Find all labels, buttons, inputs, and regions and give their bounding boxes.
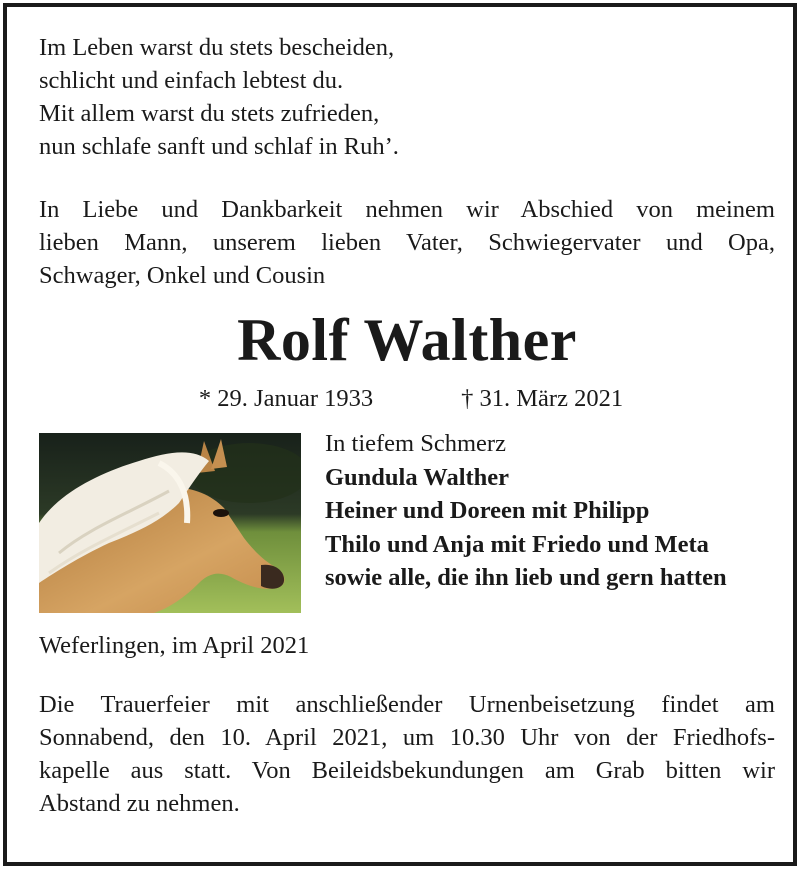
mourner-entry: Heiner und Doreen mit Philipp [325, 497, 650, 524]
poem-line: schlicht und einfach lebtest du. [39, 67, 344, 94]
funeral-line: Die Trauerfeier mit anschließender Urnenbeisetzung findet am [39, 691, 775, 718]
mourner-entry: Thilo und Anja mit Friedo und Meta [325, 530, 709, 558]
funeral-line: kapelle aus statt. Von Beileidsbekundungen am Grab bitten wir [39, 757, 775, 784]
mourners-section [39, 427, 775, 613]
obituary-frame [3, 3, 797, 866]
mourners-intro: In tiefem Schmerz [325, 430, 506, 457]
deceased-name: Rolf Walther [237, 307, 577, 373]
mourners-list [325, 427, 727, 595]
mourner-entry: Gundula Walther [325, 463, 510, 491]
place-and-date: Weferlingen, im April 2021 [39, 632, 310, 659]
farewell-line: In Liebe und Dankbarkeit nehmen wir Abschied von meinem [39, 196, 775, 223]
life-dates [39, 382, 775, 415]
mourner-entry: sowie alle, die ihn lieb und gern hatten [325, 564, 727, 591]
poem-line: Mit allem warst du stets zufrieden, [39, 100, 380, 127]
farewell-line: lieben Mann, unserem lieben Vater, Schwiegervater und Opa, [39, 229, 775, 256]
horse-portrait-icon [39, 433, 301, 613]
funeral-notice [39, 688, 775, 820]
farewell-line: Schwager, Onkel und Cousin [39, 262, 326, 289]
poem-line: nun schlafe sanft und schlaf in Ruh’. [39, 133, 399, 160]
funeral-line: Sonnabend, den 10. April 2021, um 10.30 Uhr von der Friedhofs- [39, 724, 775, 751]
funeral-line: Abstand zu nehmen. [39, 790, 240, 817]
farewell-text [39, 193, 775, 292]
obituary-content [39, 31, 775, 820]
poem [39, 31, 775, 163]
poem-line: Im Leben warst du stets bescheiden, [39, 34, 395, 61]
birth-date: * 29. Januar 1933 [198, 385, 374, 412]
death-date: † 31. März 2021 [461, 385, 624, 412]
